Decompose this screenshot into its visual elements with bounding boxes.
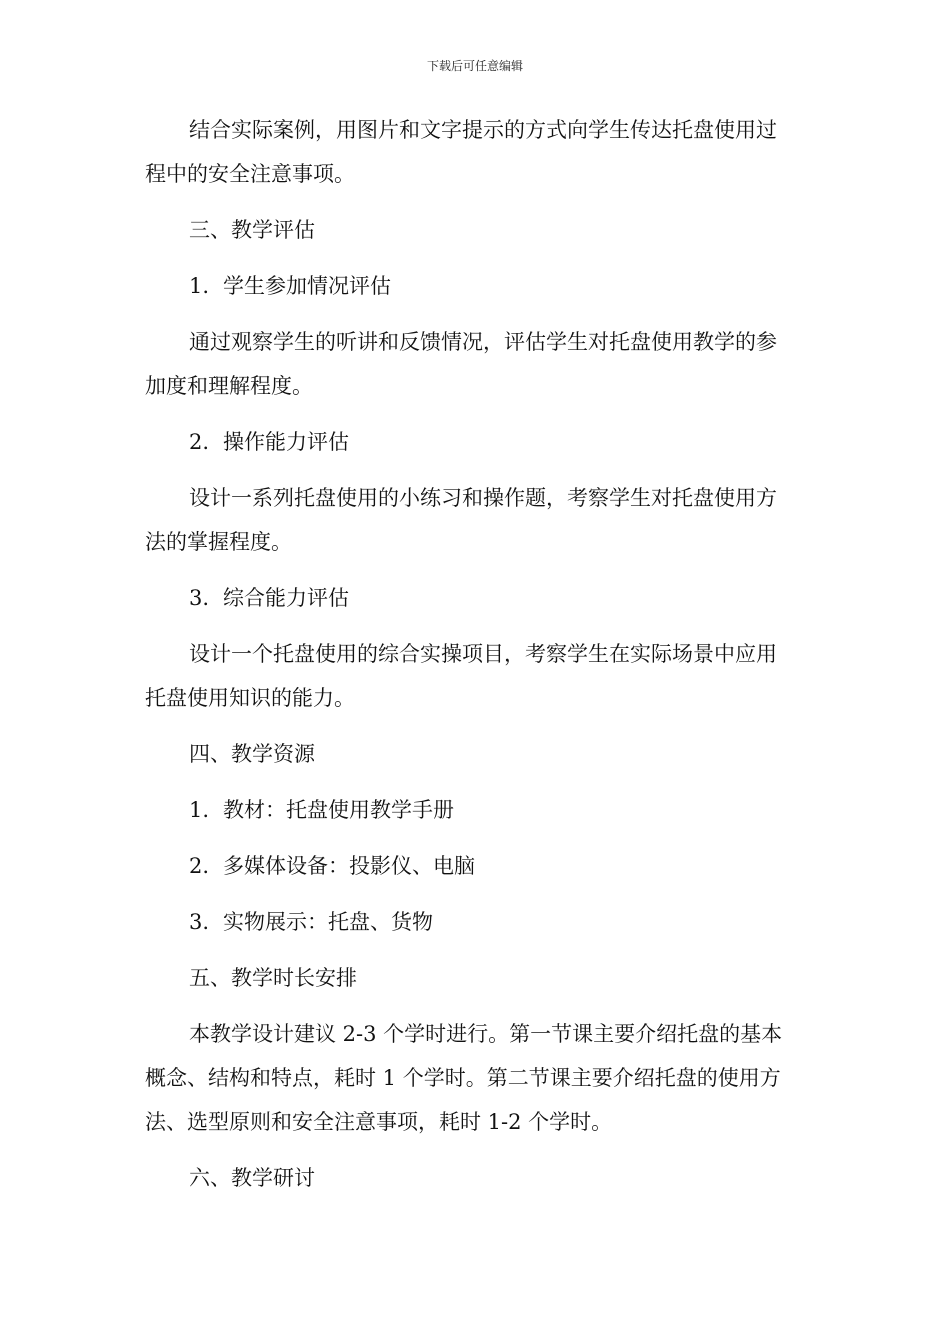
list-item — [145, 420, 795, 464]
paragraph: 设计一个托盘使用的综合实操项目，考察学生在实际场景中应用托盘使用知识的能力。 — [145, 642, 777, 710]
item-number: 3. — [189, 910, 210, 934]
list-item — [145, 844, 795, 888]
document-body — [145, 108, 795, 1212]
paragraph: 本教学设计建议 2-3 个学时进行。第一节课主要介绍托盘的基本概念、结构和特点，耗时 1 个学时。第二节课主要介绍托盘的使用方法、选型原则和安全注意事项，耗时 1-2 个学时。 — [145, 1022, 783, 1134]
item-number: 3. — [189, 586, 210, 610]
section-heading-resources: 四、教学资源 — [189, 742, 315, 766]
item-text: 多媒体设备：投影仪、电脑 — [223, 854, 475, 878]
section-heading-discussion: 六、教学研讨 — [189, 1166, 315, 1190]
item-number: 1. — [189, 798, 210, 822]
section-heading-evaluation: 三、教学评估 — [189, 218, 315, 242]
item-number: 2. — [189, 430, 210, 454]
item-text: 实物展示：托盘、货物 — [223, 910, 433, 934]
list-item — [145, 788, 795, 832]
section-heading-schedule: 五、教学时长安排 — [189, 966, 357, 990]
paragraph-safety: 结合实际案例，用图片和文字提示的方式向学生传达托盘使用过程中的安全注意事项。 — [145, 118, 777, 186]
paragraph: 设计一系列托盘使用的小练习和操作题，考察学生对托盘使用方法的掌握程度。 — [145, 486, 777, 554]
paragraph: 通过观察学生的听讲和反馈情况，评估学生对托盘使用教学的参加度和理解程度。 — [145, 330, 777, 398]
item-text: 操作能力评估 — [223, 430, 349, 454]
list-item — [145, 264, 795, 308]
page-header: 下载后可任意编辑 — [426, 59, 523, 73]
list-item — [145, 576, 795, 620]
item-number: 1. — [189, 274, 210, 298]
item-text: 学生参加情况评估 — [223, 274, 391, 298]
item-text: 教材：托盘使用教学手册 — [223, 798, 454, 822]
list-item — [145, 900, 795, 944]
item-number: 2. — [189, 854, 210, 878]
item-text: 综合能力评估 — [223, 586, 349, 610]
